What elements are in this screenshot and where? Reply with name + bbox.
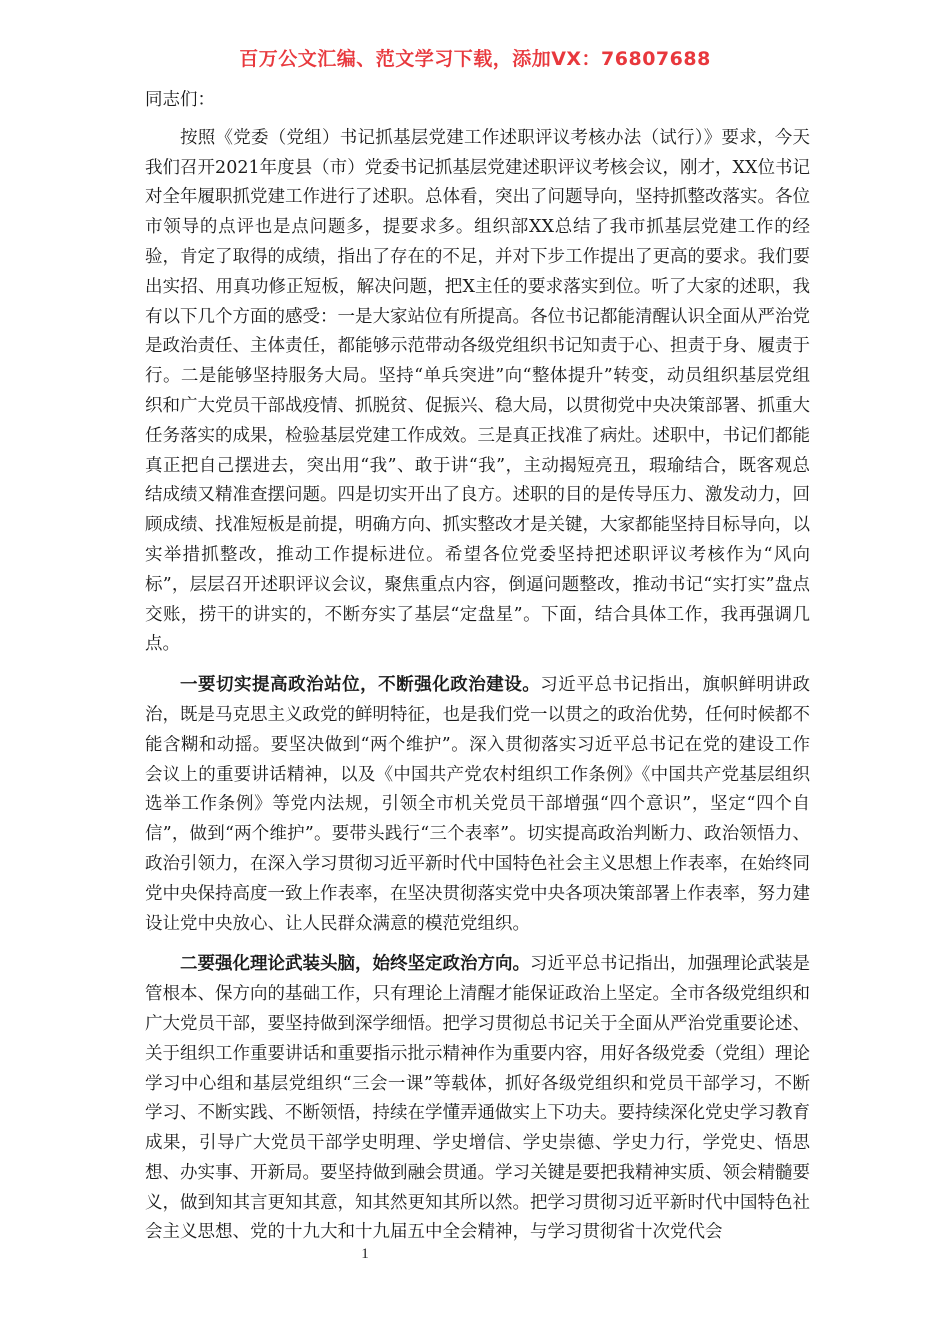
paragraph-text: 习近平总书记指出，旗帜鲜明讲政治，既是马克思主义政党的鲜明特征，也是我们党一以贯之的政治优势，任何时候都不能含糊和动摇。要坚决做到“两个维护”。深入贯彻落实习近平总书记在党的建设工作会议上的重要讲话精神，以及《中国共产党农村组织工作条例》《中国共产党基层组织选举工作条例》等党内法规，引领全市机关党员干部增强“四个意识”，坚定“四个自信”，做到“两个维护”。要带头践行“三个表率”。切实提高政治判断力、政治领悟力、政治引领力，在深入学习贯彻习近平新时代中国特色社会主义思想上作表率，在始终同党中央保持高度一致上作表率，在坚决贯彻落实党中央各项决策部署上作表率，努力建设让党中央放心、让人民群众满意的模范党组织。 bbox=[145, 675, 811, 934]
paragraph-lead: 二要强化理论武装头脑，始终坚定政治方向。 bbox=[180, 954, 530, 975]
header-watermark: 百万公文汇编、范文学习下载，添加VX：76807688 bbox=[239, 48, 711, 70]
paragraph-text: 按照《党委（党组）书记抓基层党建工作述职评议考核办法（试行）》要求，今天我们召开2021年度县（市）党委书记抓基层党建述职评议考核会议，刚才，XX位书记对全年履职抓党建工作进行了述职。总体看，突出了问题导向，坚持抓整改落实。各位市领导的点评也是点问题多，提要求多。组织部XX总结了我市抓基层党建工作的经验，肯定了取得的成绩，指出了存在的不足，并对下步工作提出了更高的要求。我们要出实招、用真功修正短板，解决问题，把X主任的要求落实到位。听了大家的述职，我有以下几个方面的感受：一是大家站位有所提高。各位书记都能清醒认识全面从严治党是政治责任、主体责任，都能够示范带动各级党组织书记知责于心、担责于身、履责于行。二是能够坚持服务大局。坚持“单兵突进”向“整体提升”转变，动员组织基层党组织和广大党员干部战疫情、抓脱贫、促振兴、稳大局，以贯彻党中央决策部署、抓重大任务落实的成果，检验基层党建工作成效。三是真正找准了病灶。述职中，书记们都能真正把自己摆进去，突出用“我”、敢于讲“我”，主动揭短亮丑，瑕瑜结合，既客观总结成绩又精准查摆问题。四是切实开出了良方。述职的目的是传导压力、激发动力，回顾成绩、找准短板是前提，明确方向、抓实整改才是关键，大家都能坚持目标导向，以实举措抓整改，推动工作提标进位。希望各位党委坚持把述职评议考核作为“风向标”，层层召开述职评议会议，聚焦重点内容，倒逼问题整改，推动书记“实打实”盘点交账，捞干的讲实的，不断夯实了基层“定盘星”。下面，结合具体工作，我再强调几点。 bbox=[145, 127, 810, 655]
paragraph-political-building bbox=[145, 671, 810, 939]
paragraph-lead: 一要切实提高政治站位，不断强化政治建设。 bbox=[180, 675, 541, 696]
salutation: 同志们： bbox=[145, 90, 215, 110]
page-number: 1 bbox=[361, 1246, 369, 1262]
document-body bbox=[145, 86, 810, 1259]
paragraph-theory-arming bbox=[145, 950, 810, 1248]
paragraph-text: 习近平总书记指出，加强理论武装是管根本、保方向的基础工作，只有理论上清醒才能保证政治上坚定。全市各级党组织和广大党员干部，要坚持做到深学细悟。把学习贯彻总书记关于全面从严治党重要论述、关于组织工作重要讲话和重要指示批示精神作为重要内容，用好各级党委（党组）理论学习中心组和基层党组织“三会一课”等载体，抓好各级党组织和党员干部学习，不断学习、不断实践、不断领悟，持续在学懂弄通做实上下功夫。要持续深化党史学习教育成果，引导广大党员干部学史明理、学史增信、学史崇德、学史力行，学党史、悟思想、办实事、开新局。要坚持做到融会贯通。学习关键是要把我精神实质、领会精髓要义，做到知其言更知其意，知其然更知其所以然。把学习贯彻习近平新时代中国特色社会主义思想、党的十九大和十九届五中全会精神，与学习贯彻省十次党代会 bbox=[145, 954, 810, 1243]
paragraph-intro bbox=[145, 124, 810, 660]
